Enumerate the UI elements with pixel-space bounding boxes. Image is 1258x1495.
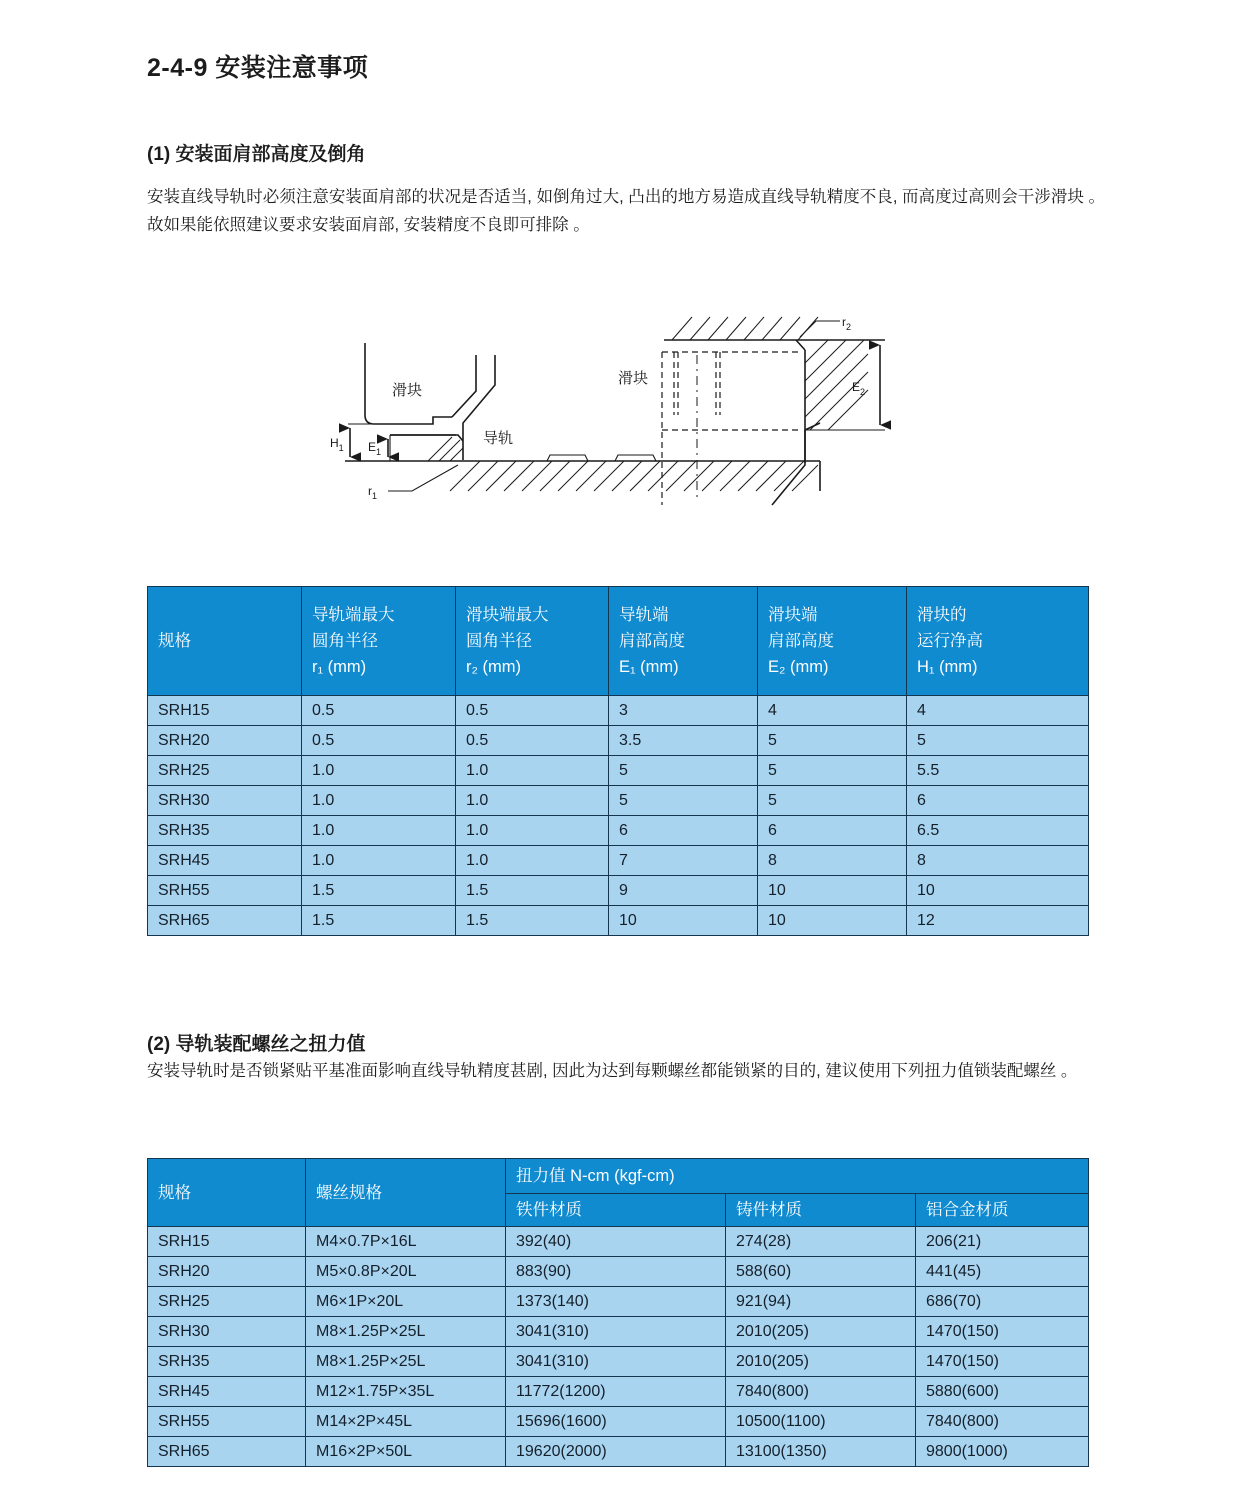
cell-e1: 3 [609,696,758,726]
t1-col-block-clearance: 滑块的 运行净高 H₁ (mm) [907,587,1089,696]
cell-r2: 0.5 [456,726,609,756]
cell-h1: 6.5 [907,816,1089,846]
section-2-heading: (2) 导轨装配螺丝之扭力值 [147,1034,366,1055]
cell-h1: 5 [907,726,1089,756]
cell-r2: 1.0 [456,756,609,786]
cell-screw: M5×0.8P×20L [306,1257,506,1287]
cell-cast: 274(28) [726,1227,916,1257]
cell-alu: 686(70) [916,1287,1089,1317]
cell-h1: 6 [907,786,1089,816]
dim-r2-label: $r_2$ [842,315,852,332]
cell-model: SRH15 [148,1227,306,1257]
cell-e2: 4 [758,696,907,726]
t1-col-block-radius: 滑块端最大 圆角半径 r₂ (mm) [456,587,609,696]
table-row [148,1407,1089,1437]
table-row [148,786,1089,816]
t1-col-spec: 规格 [148,587,302,696]
t1-col-rail-radius: 导轨端最大 圆角半径 r₁ (mm) [302,587,456,696]
table-row [148,1287,1089,1317]
cell-e1: 6 [609,816,758,846]
table1-header-row [148,587,1089,696]
cell-e1: 10 [609,906,758,936]
cell-screw: M14×2P×45L [306,1407,506,1437]
cell-alu: 9800(1000) [916,1437,1089,1467]
cell-steel: 15696(1600) [506,1407,726,1437]
cell-e2: 5 [758,756,907,786]
cell-r1: 1.5 [302,906,456,936]
cell-alu: 5880(600) [916,1377,1089,1407]
t2-col-aluminum: 铝合金材质 [916,1194,1089,1227]
label-slider-right: 滑块 [618,370,649,387]
cell-model: SRH20 [148,1257,306,1287]
cell-screw: M6×1P×20L [306,1287,506,1317]
cell-steel: 1373(140) [506,1287,726,1317]
cell-e1: 9 [609,876,758,906]
screw-torque-table [147,1158,1089,1467]
cell-model: SRH65 [148,1437,306,1467]
table-row [148,906,1089,936]
cell-e1: 3.5 [609,726,758,756]
page-title: 2-4-9 安装注意事项 [147,54,369,82]
cell-screw: M12×1.75P×35L [306,1377,506,1407]
cell-r2: 1.0 [456,816,609,846]
section-2-paragraph: 安装导轨时是否锁紧贴平基准面影响直线导轨精度甚剧, 因此为达到每颗螺丝都能锁紧的目的, 建议使用下列扭力值锁装配螺丝 。 [147,1062,1078,1080]
cell-r2: 1.5 [456,906,609,936]
t2-col-steel: 铁件材质 [506,1194,726,1227]
label-rail-left: 导轨 [483,430,514,447]
cell-e2: 5 [758,786,907,816]
table-row [148,816,1089,846]
dim-e2-label: $E_2$ [852,380,866,397]
cell-steel: 3041(310) [506,1347,726,1377]
cell-steel: 392(40) [506,1227,726,1257]
table-row [148,1227,1089,1257]
cell-r2: 0.5 [456,696,609,726]
cell-cast: 588(60) [726,1257,916,1287]
cell-e2: 5 [758,726,907,756]
cell-r1: 0.5 [302,726,456,756]
cell-e2: 6 [758,816,907,846]
table1-body [148,696,1089,936]
dim-r1-label: $r_1$ [368,484,378,501]
cell-steel: 883(90) [506,1257,726,1287]
table-row [148,756,1089,786]
t2-col-screw-spec: 螺丝规格 [306,1159,506,1227]
cell-r1: 0.5 [302,696,456,726]
table-row [148,696,1089,726]
t1-col-block-shoulder-height: 滑块端 肩部高度 E₂ (mm) [758,587,907,696]
cell-h1: 5.5 [907,756,1089,786]
cell-steel: 11772(1200) [506,1377,726,1407]
shoulder-height-table [147,586,1089,936]
label-slider-left: 滑块 [392,382,423,399]
right-section-view [618,315,885,505]
cell-model: SRH30 [148,786,302,816]
table-row [148,846,1089,876]
cell-steel: 19620(2000) [506,1437,726,1467]
cell-model: SRH35 [148,1347,306,1377]
cell-cast: 2010(205) [726,1347,916,1377]
cell-model: SRH65 [148,906,302,936]
cell-alu: 441(45) [916,1257,1089,1287]
section-1-heading: (1) 安装面肩部高度及倒角 [147,144,366,165]
cell-r2: 1.5 [456,876,609,906]
cell-e2: 8 [758,846,907,876]
cell-model: SRH45 [148,846,302,876]
cell-cast: 7840(800) [726,1377,916,1407]
table-row [148,1347,1089,1377]
cell-model: SRH55 [148,1407,306,1437]
cell-r1: 1.0 [302,846,456,876]
cell-alu: 1470(150) [916,1317,1089,1347]
t2-col-torque-group: 扭力值 N-cm (kgf-cm) [506,1159,1089,1194]
table-row [148,1257,1089,1287]
section-1-paragraph: 安装直线导轨时必须注意安装面肩部的状况是否适当, 如倒角过大, 凸出的地方易造成直线导轨精度不良, 而高度过高则会干涉滑块 。故如果能依照建议要求安装面肩部, 安装精度不良即可排除 。 [147,188,1105,234]
cell-cast: 2010(205) [726,1317,916,1347]
table-row [148,726,1089,756]
cell-r2: 1.0 [456,786,609,816]
cell-r2: 1.0 [456,846,609,876]
cell-alu: 1470(150) [916,1347,1089,1377]
cell-model: SRH20 [148,726,302,756]
cell-h1: 4 [907,696,1089,726]
cell-e2: 10 [758,906,907,936]
cell-model: SRH15 [148,696,302,726]
cell-cast: 13100(1350) [726,1437,916,1467]
cell-e1: 5 [609,756,758,786]
cell-alu: 7840(800) [916,1407,1089,1437]
cell-screw: M16×2P×50L [306,1437,506,1467]
cell-model: SRH30 [148,1317,306,1347]
cell-steel: 3041(310) [506,1317,726,1347]
dim-e1-label: $E_1$ [368,440,382,457]
cell-cast: 10500(1100) [726,1407,916,1437]
cell-model: SRH25 [148,756,302,786]
cell-h1: 8 [907,846,1089,876]
cell-e1: 7 [609,846,758,876]
cell-model: SRH25 [148,1287,306,1317]
cell-screw: M8×1.25P×25L [306,1347,506,1377]
cell-model: SRH35 [148,816,302,846]
t2-col-cast: 铸件材质 [726,1194,916,1227]
cell-e1: 5 [609,786,758,816]
cell-cast: 921(94) [726,1287,916,1317]
table-row [148,1377,1089,1407]
cell-r1: 1.5 [302,876,456,906]
cell-model: SRH55 [148,876,302,906]
cell-h1: 12 [907,906,1089,936]
table-row [148,1437,1089,1467]
table2-header-row-1 [148,1159,1089,1194]
t2-col-spec: 规格 [148,1159,306,1227]
cell-model: SRH45 [148,1377,306,1407]
left-section-view [330,343,820,501]
installation-shoulder-diagram [300,295,920,520]
cell-r1: 1.0 [302,756,456,786]
cell-screw: M4×0.7P×16L [306,1227,506,1257]
cell-alu: 206(21) [916,1227,1089,1257]
table-row [148,876,1089,906]
cell-r1: 1.0 [302,816,456,846]
table2-body [148,1227,1089,1467]
t1-col-rail-shoulder-height: 导轨端 肩部高度 E₁ (mm) [609,587,758,696]
table-row [148,1317,1089,1347]
cell-screw: M8×1.25P×25L [306,1317,506,1347]
cell-h1: 10 [907,876,1089,906]
dim-h1-label: $H_1$ [330,436,344,453]
cell-e2: 10 [758,876,907,906]
cell-r1: 1.0 [302,786,456,816]
